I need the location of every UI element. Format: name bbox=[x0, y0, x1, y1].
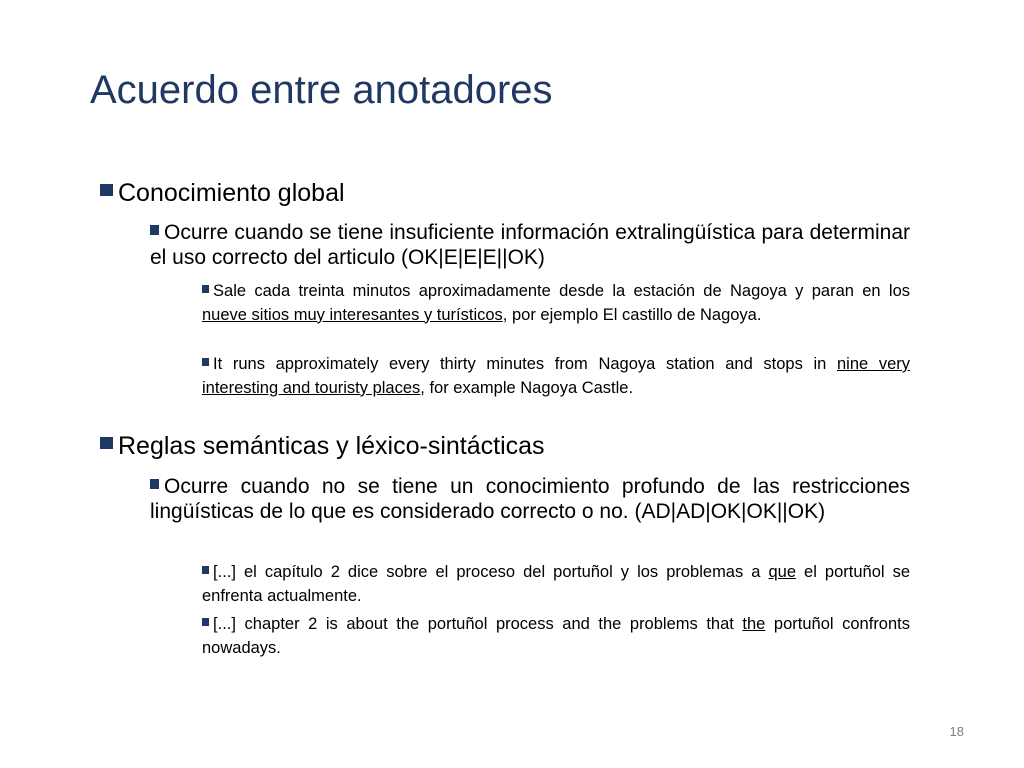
example-text-underlined: the bbox=[742, 615, 766, 633]
example-text-before: Sale cada treinta minutos aproximadamente desde la estación de Nagoya y paran en los bbox=[213, 282, 910, 300]
example-text-underlined: nine very interesting and touristy places bbox=[202, 355, 910, 397]
example-text-after: el portuñol se enfrenta actualmente. bbox=[202, 563, 910, 605]
slide-title: Acuerdo entre anotadores bbox=[90, 68, 553, 112]
square-bullet-icon bbox=[202, 358, 209, 365]
example-english bbox=[202, 613, 910, 660]
example-spanish bbox=[202, 280, 910, 327]
bullet-text: Ocurre cuando no se tiene un conocimiento profundo de las restricciones lingüísticas de lo que es considerado correcto o no. (AD|AD|OK|OK||OK) bbox=[150, 475, 910, 523]
sub-bullet-description bbox=[150, 474, 910, 524]
sub-bullet-description bbox=[150, 220, 910, 270]
square-bullet-icon bbox=[100, 437, 113, 450]
example-spanish bbox=[202, 561, 910, 608]
square-bullet-icon bbox=[100, 184, 113, 197]
square-bullet-icon bbox=[150, 225, 159, 234]
example-text-before: [...] chapter 2 is about the portuñol process and the problems that bbox=[213, 615, 743, 633]
example-text-underlined: nueve sitios muy interesantes y turísticos bbox=[202, 305, 503, 324]
bullet-text: Conocimiento global bbox=[118, 179, 345, 207]
square-bullet-icon bbox=[202, 566, 209, 573]
example-text-after: , for example Nagoya Castle. bbox=[420, 378, 634, 397]
square-bullet-icon bbox=[150, 479, 159, 488]
bullet-text: Reglas semánticas y léxico-sintácticas bbox=[118, 432, 545, 460]
square-bullet-icon bbox=[202, 618, 209, 625]
square-bullet-icon bbox=[202, 285, 209, 292]
example-text-underlined: que bbox=[768, 563, 797, 581]
example-text-after: portuñol confronts nowadays. bbox=[202, 615, 910, 657]
example-english bbox=[202, 353, 910, 400]
bullet-reglas-semanticas bbox=[100, 431, 920, 461]
bullet-conocimiento-global bbox=[100, 178, 920, 208]
example-text-before: [...] el capítulo 2 dice sobre el proceso del portuñol y los problemas a bbox=[213, 563, 769, 581]
bullet-text: Ocurre cuando se tiene insuficiente información extralingüística para determinar el uso correcto del articulo (OK|E|E|E||OK) bbox=[150, 221, 910, 269]
page-number: 18 bbox=[949, 724, 964, 739]
example-text-before: It runs approximately every thirty minutes from Nagoya station and stops in bbox=[213, 355, 837, 373]
example-text-after: , por ejemplo El castillo de Nagoya. bbox=[502, 305, 762, 324]
